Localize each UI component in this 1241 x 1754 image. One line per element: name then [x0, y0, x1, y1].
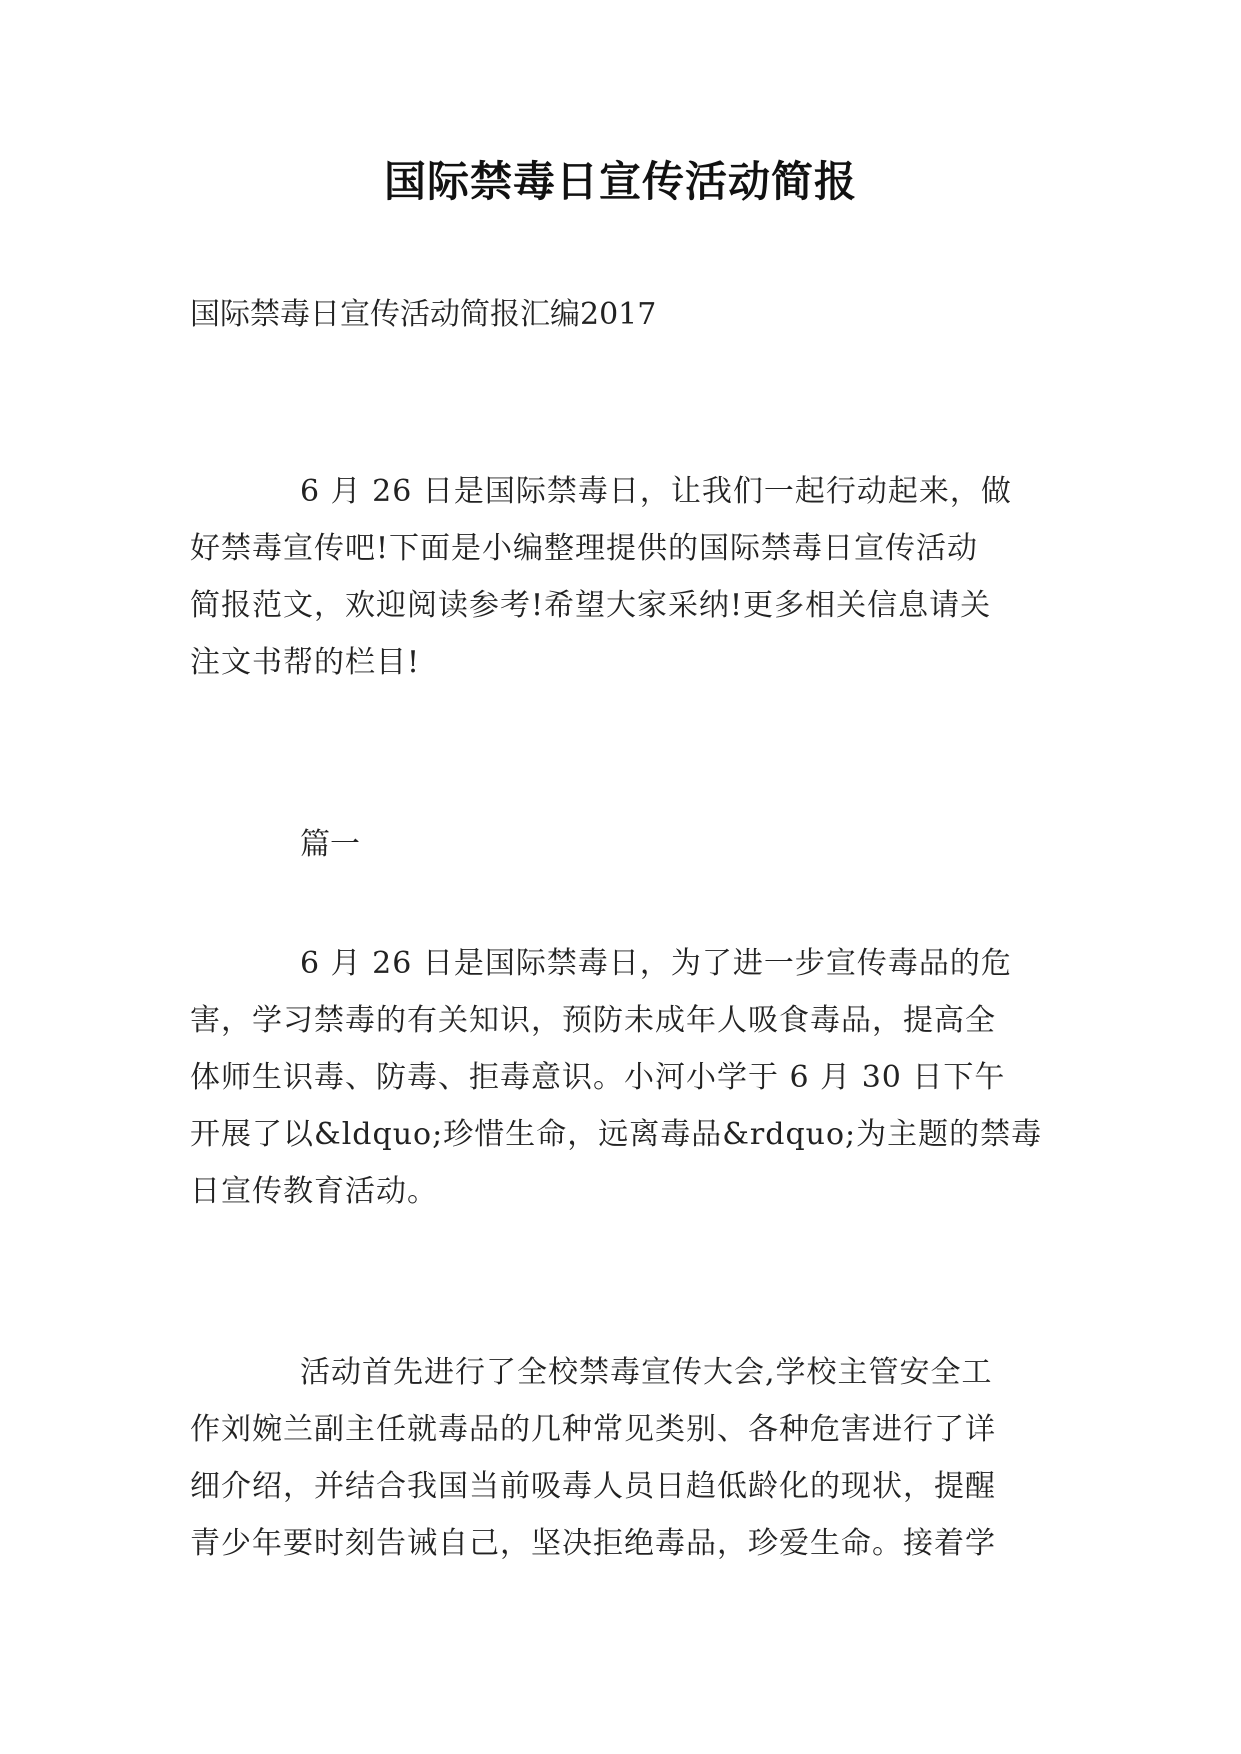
- paragraph-line: 日宣传教育活动。: [190, 1174, 438, 1209]
- paragraph-line: 简报范文，欢迎阅读参考!希望大家采纳!更多相关信息请关: [190, 588, 992, 623]
- paragraph-line: 细介绍，并结合我国当前吸毒人员日趋低龄化的现状，提醒: [190, 1469, 996, 1504]
- paragraph-line: 害，学习禁毒的有关知识，预防未成年人吸食毒品，提高全: [190, 1003, 996, 1038]
- paragraph-line: 6 月 26 日是国际禁毒日，让我们一起行动起来，做: [300, 474, 1012, 509]
- section-label: 篇一: [300, 827, 360, 862]
- intro-paragraph: [190, 463, 1050, 691]
- paragraph-one: [190, 935, 1050, 1220]
- document-title: 国际禁毒日宣传活动简报: [383, 157, 857, 206]
- paragraph-line: 6 月 26 日是国际禁毒日，为了进一步宣传毒品的危: [300, 946, 1012, 981]
- paragraph-line: 青少年要时刻告诫自己，坚决拒绝毒品，珍爱生命。接着学: [190, 1526, 996, 1561]
- paragraph-line: 作刘婉兰副主任就毒品的几种常见类别、各种危害进行了详: [190, 1412, 996, 1447]
- paragraph-two: [190, 1344, 1050, 1572]
- document-subtitle: 国际禁毒日宣传活动简报汇编2017: [190, 297, 657, 332]
- paragraph-line: 注文书帮的栏目!: [190, 645, 421, 680]
- paragraph-line: 开展了以&ldquo;珍惜生命，远离毒品&rdquo;为主题的禁毒: [190, 1117, 1043, 1152]
- paragraph-line: 好禁毒宣传吧!下面是小编整理提供的国际禁毒日宣传活动: [190, 531, 979, 566]
- paragraph-line: 活动首先进行了全校禁毒宣传大会,学校主管安全工: [300, 1355, 993, 1390]
- paragraph-line: 体师生识毒、防毒、拒毒意识。小河小学于 6 月 30 日下午: [190, 1060, 1006, 1095]
